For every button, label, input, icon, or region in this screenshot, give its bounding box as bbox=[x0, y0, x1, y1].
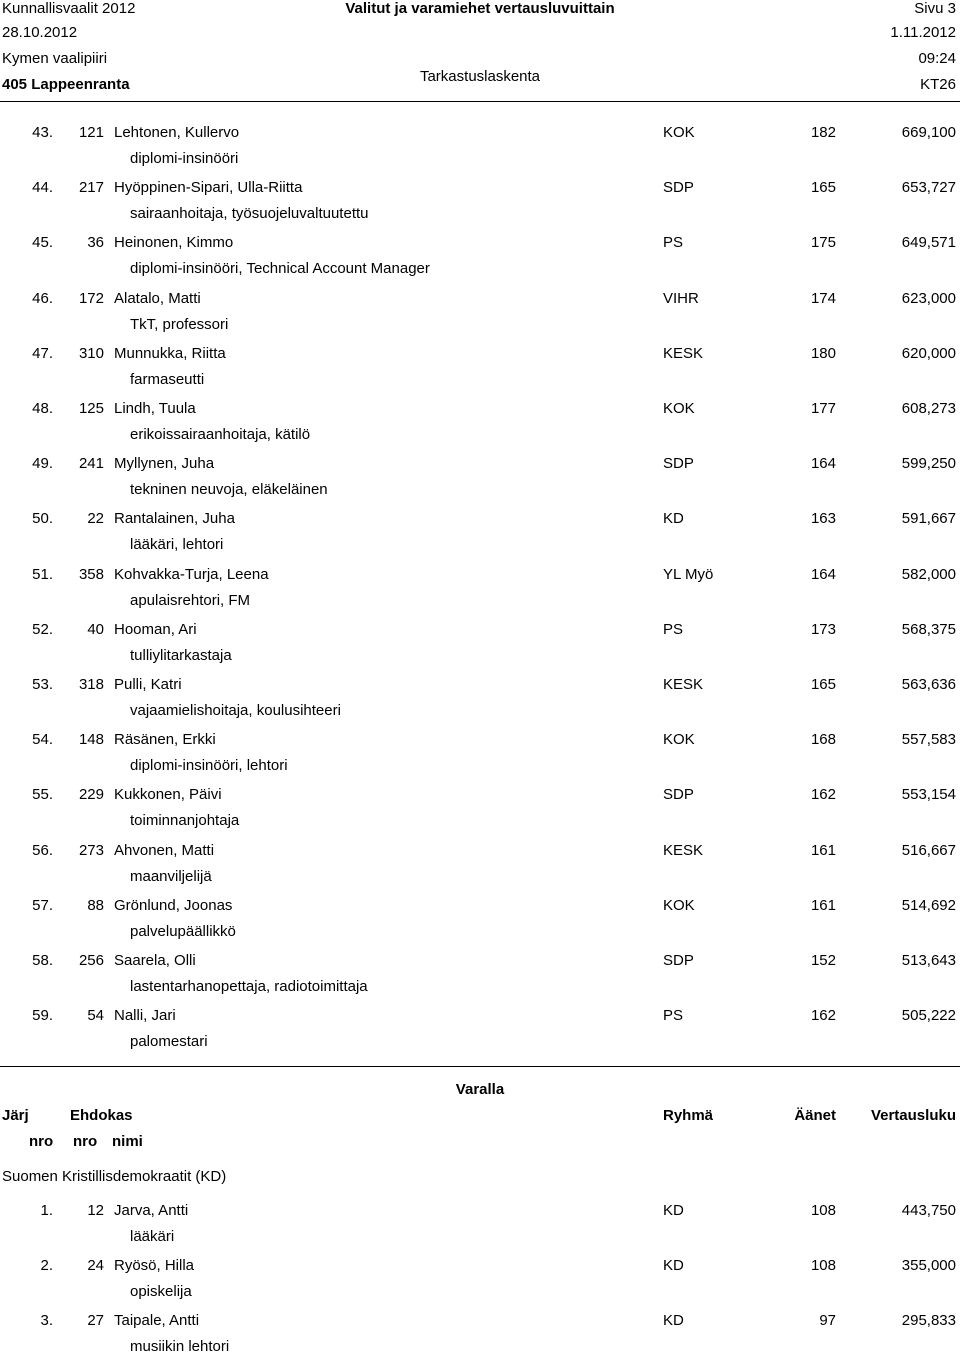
candidate-name: Kukkonen, Päivi bbox=[114, 786, 222, 804]
candidate-number: 358 bbox=[78, 565, 104, 583]
candidate-occupation: tekninen neuvoja, eläkeläinen bbox=[130, 481, 328, 499]
candidate-number: 24 bbox=[87, 1257, 104, 1274]
candidate-name: Lehtonen, Kullervo bbox=[114, 124, 240, 141]
candidate-name: Taipale, Antti bbox=[114, 1312, 200, 1329]
rank-number: 45. bbox=[32, 234, 53, 252]
candidate-occupation: diplomi-insinööri, lehtori bbox=[130, 757, 288, 775]
rank-number: 52. bbox=[32, 620, 53, 638]
party-abbreviation: KD bbox=[663, 510, 684, 528]
party-abbreviation: PS bbox=[663, 234, 684, 252]
candidate-name: Ahvonen, Matti bbox=[114, 841, 215, 859]
candidate-number: 172 bbox=[78, 289, 104, 307]
candidate-name: Rantalainen, Juha bbox=[114, 510, 235, 528]
report-code: KT26 bbox=[920, 76, 956, 93]
candidate-name: Räsänen, Erkki bbox=[114, 731, 216, 749]
municipality-name: 405 Lappeenranta bbox=[2, 76, 130, 93]
rank-number: 57. bbox=[32, 896, 53, 914]
party-abbreviation: KESK bbox=[663, 344, 704, 362]
comparison-number: 669,100 bbox=[901, 124, 956, 141]
candidate-occupation: palvelupäällikkö bbox=[130, 922, 236, 940]
vote-count: 161 bbox=[810, 896, 836, 914]
candidate-number: 125 bbox=[78, 400, 104, 417]
comparison-number: 443,750 bbox=[901, 1202, 956, 1219]
rank-number: 43. bbox=[32, 124, 53, 141]
rank-number: 49. bbox=[32, 455, 53, 473]
candidate-occupation: erikoissairaanhoitaja, kätilö bbox=[130, 426, 311, 443]
candidate-number: 40 bbox=[87, 620, 104, 638]
column-ratio: Vertausluku bbox=[870, 1107, 956, 1124]
vote-count: 162 bbox=[810, 1007, 836, 1025]
candidate-occupation: lääkäri bbox=[130, 1228, 175, 1245]
vote-count: 173 bbox=[810, 620, 836, 638]
candidate-number: 256 bbox=[78, 952, 104, 969]
vote-count: 108 bbox=[810, 1202, 836, 1219]
candidate-name: Myllynen, Juha bbox=[114, 455, 215, 473]
comparison-number: 514,692 bbox=[901, 896, 956, 914]
candidate-number: 318 bbox=[78, 676, 104, 693]
party-abbreviation: SDP bbox=[663, 179, 694, 197]
candidate-number: 241 bbox=[78, 455, 104, 473]
header-divider bbox=[0, 101, 960, 102]
comparison-number: 591,667 bbox=[901, 510, 956, 528]
party-abbreviation: PS bbox=[663, 1007, 684, 1025]
vote-count: 174 bbox=[810, 289, 836, 307]
vote-count: 168 bbox=[810, 731, 836, 749]
comparison-number: 608,273 bbox=[901, 400, 956, 417]
candidate-number: 22 bbox=[87, 510, 104, 528]
candidate-name: Kohvakka-Turja, Leena bbox=[114, 565, 269, 583]
vote-count: 175 bbox=[810, 234, 836, 252]
comparison-number: 563,636 bbox=[901, 676, 956, 693]
candidate-name: Jarva, Antti bbox=[114, 1202, 189, 1219]
candidate-name: Nalli, Jari bbox=[114, 1007, 176, 1025]
column-votes: Äänet bbox=[794, 1107, 836, 1124]
comparison-number: 653,727 bbox=[901, 179, 956, 197]
party-abbreviation: KOK bbox=[663, 400, 695, 417]
rank-number: 53. bbox=[32, 676, 53, 693]
party-abbreviation: VIHR bbox=[663, 289, 699, 307]
vote-count: 108 bbox=[810, 1257, 836, 1274]
vote-count: 161 bbox=[810, 841, 836, 859]
district-name: Kymen vaalipiiri bbox=[2, 50, 108, 67]
rank-number: 47. bbox=[32, 344, 53, 362]
party-abbreviation: KOK bbox=[663, 124, 695, 141]
candidate-occupation: maanviljelijä bbox=[130, 867, 212, 885]
count-type: Tarkastuslaskenta bbox=[419, 68, 541, 85]
candidate-name: Ryösö, Hilla bbox=[114, 1257, 195, 1274]
candidate-number: 148 bbox=[78, 731, 104, 749]
comparison-number: 582,000 bbox=[901, 565, 956, 583]
candidate-name: Hyöppinen-Sipari, Ulla-Riitta bbox=[114, 179, 303, 197]
candidate-name: Lindh, Tuula bbox=[114, 400, 196, 417]
rank-number: 55. bbox=[32, 786, 53, 804]
comparison-number: 516,667 bbox=[901, 841, 956, 859]
comparison-number: 513,643 bbox=[901, 952, 956, 969]
rank-number: 3. bbox=[40, 1312, 53, 1329]
party-abbreviation: PS bbox=[663, 620, 684, 638]
election-date: 28.10.2012 bbox=[2, 24, 78, 41]
comparison-number: 505,222 bbox=[901, 1007, 956, 1025]
party-abbreviation: KOK bbox=[663, 896, 695, 914]
candidate-occupation: apulaisrehtori, FM bbox=[130, 591, 251, 609]
vote-count: 152 bbox=[810, 952, 836, 969]
comparison-number: 295,833 bbox=[901, 1312, 956, 1329]
group-name: Suomen Kristillisdemokraatit (KD) bbox=[2, 1168, 227, 1185]
candidate-name: Grönlund, Joonas bbox=[114, 896, 233, 914]
comparison-number: 355,000 bbox=[901, 1257, 956, 1274]
comparison-number: 620,000 bbox=[901, 344, 956, 362]
alternates-divider bbox=[0, 1066, 960, 1067]
candidate-name: Munnukka, Riitta bbox=[114, 344, 226, 362]
rank-number: 59. bbox=[32, 1007, 53, 1025]
party-abbreviation: KD bbox=[663, 1312, 684, 1329]
comparison-number: 553,154 bbox=[901, 786, 956, 804]
party-abbreviation: YL Myö bbox=[663, 565, 714, 583]
vote-count: 97 bbox=[819, 1312, 836, 1329]
rank-number: 48. bbox=[32, 400, 53, 417]
candidate-occupation: diplomi-insinööri, Technical Account Manager bbox=[130, 260, 430, 278]
candidate-number: 27 bbox=[87, 1312, 104, 1329]
candidate-occupation: lastentarhanopettaja, radiotoimittaja bbox=[130, 978, 368, 995]
party-abbreviation: KESK bbox=[663, 676, 704, 693]
candidate-name: Pulli, Katri bbox=[114, 676, 182, 693]
vote-count: 165 bbox=[810, 676, 836, 693]
vote-count: 182 bbox=[810, 124, 836, 141]
candidate-occupation: musiikin lehtori bbox=[130, 1338, 230, 1355]
party-abbreviation: KD bbox=[663, 1257, 684, 1274]
candidate-number: 217 bbox=[78, 179, 104, 197]
rank-number: 58. bbox=[32, 952, 53, 969]
election-name: Kunnallisvaalit 2012 bbox=[2, 0, 136, 17]
candidate-occupation: vajaamielishoitaja, koulusihteeri bbox=[130, 702, 341, 719]
party-abbreviation: KD bbox=[663, 1202, 684, 1219]
candidate-occupation: tulliylitarkastaja bbox=[130, 646, 232, 664]
rank-number: 56. bbox=[32, 841, 53, 859]
rank-number: 51. bbox=[32, 565, 53, 583]
print-time: 09:24 bbox=[918, 50, 956, 67]
rank-number: 44. bbox=[32, 179, 53, 197]
vote-count: 177 bbox=[810, 400, 836, 417]
candidate-occupation: palomestari bbox=[130, 1033, 208, 1051]
candidate-name: Alatalo, Matti bbox=[114, 289, 201, 307]
candidate-number: 12 bbox=[87, 1202, 104, 1219]
candidate-number: 229 bbox=[78, 786, 104, 804]
comparison-number: 599,250 bbox=[901, 455, 956, 473]
column-rank: Järj bbox=[2, 1107, 29, 1124]
rank-number: 2. bbox=[40, 1257, 53, 1274]
candidate-occupation: opiskelija bbox=[130, 1283, 192, 1300]
print-date: 1.11.2012 bbox=[890, 24, 956, 41]
vote-count: 164 bbox=[810, 455, 836, 473]
column-rank-nro: nro bbox=[29, 1133, 54, 1150]
comparison-number: 557,583 bbox=[901, 731, 956, 749]
vote-count: 180 bbox=[810, 344, 836, 362]
alternates-title: Varalla bbox=[455, 1081, 505, 1098]
rank-number: 46. bbox=[32, 289, 53, 307]
column-party: Ryhmä bbox=[663, 1107, 714, 1124]
party-abbreviation: SDP bbox=[663, 952, 694, 969]
candidate-occupation: sairaanhoitaja, työsuojeluvaltuutettu bbox=[130, 205, 369, 223]
column-nro: nro bbox=[73, 1133, 98, 1150]
party-abbreviation: KESK bbox=[663, 841, 704, 859]
page-number: Sivu 3 bbox=[914, 0, 956, 17]
report-title: Valitut ja varamiehet vertausluvuittain bbox=[345, 0, 615, 17]
candidate-name: Hooman, Ari bbox=[114, 620, 197, 638]
candidate-occupation: diplomi-insinööri bbox=[130, 150, 239, 167]
candidate-number: 273 bbox=[78, 841, 104, 859]
candidate-occupation: farmaseutti bbox=[130, 370, 205, 388]
rank-number: 1. bbox=[40, 1202, 53, 1219]
party-abbreviation: KOK bbox=[663, 731, 695, 749]
vote-count: 164 bbox=[810, 565, 836, 583]
rank-number: 50. bbox=[32, 510, 53, 528]
candidate-number: 88 bbox=[87, 896, 104, 914]
comparison-number: 649,571 bbox=[901, 234, 956, 252]
party-abbreviation: SDP bbox=[663, 455, 694, 473]
vote-count: 163 bbox=[810, 510, 836, 528]
candidate-number: 36 bbox=[87, 234, 104, 252]
candidate-number: 54 bbox=[87, 1007, 104, 1025]
column-name: nimi bbox=[112, 1133, 143, 1150]
column-candidate: Ehdokas bbox=[70, 1107, 133, 1124]
vote-count: 162 bbox=[810, 786, 836, 804]
candidate-occupation: toiminnanjohtaja bbox=[130, 812, 240, 830]
candidate-occupation: lääkäri, lehtori bbox=[130, 536, 224, 554]
candidate-number: 121 bbox=[78, 124, 104, 141]
candidate-name: Saarela, Olli bbox=[114, 952, 196, 969]
candidate-name: Heinonen, Kimmo bbox=[114, 234, 234, 252]
comparison-number: 568,375 bbox=[901, 620, 956, 638]
vote-count: 165 bbox=[810, 179, 836, 197]
comparison-number: 623,000 bbox=[901, 289, 956, 307]
candidate-occupation: TkT, professori bbox=[130, 315, 229, 333]
candidate-number: 310 bbox=[78, 344, 104, 362]
rank-number: 54. bbox=[32, 731, 53, 749]
party-abbreviation: SDP bbox=[663, 786, 694, 804]
